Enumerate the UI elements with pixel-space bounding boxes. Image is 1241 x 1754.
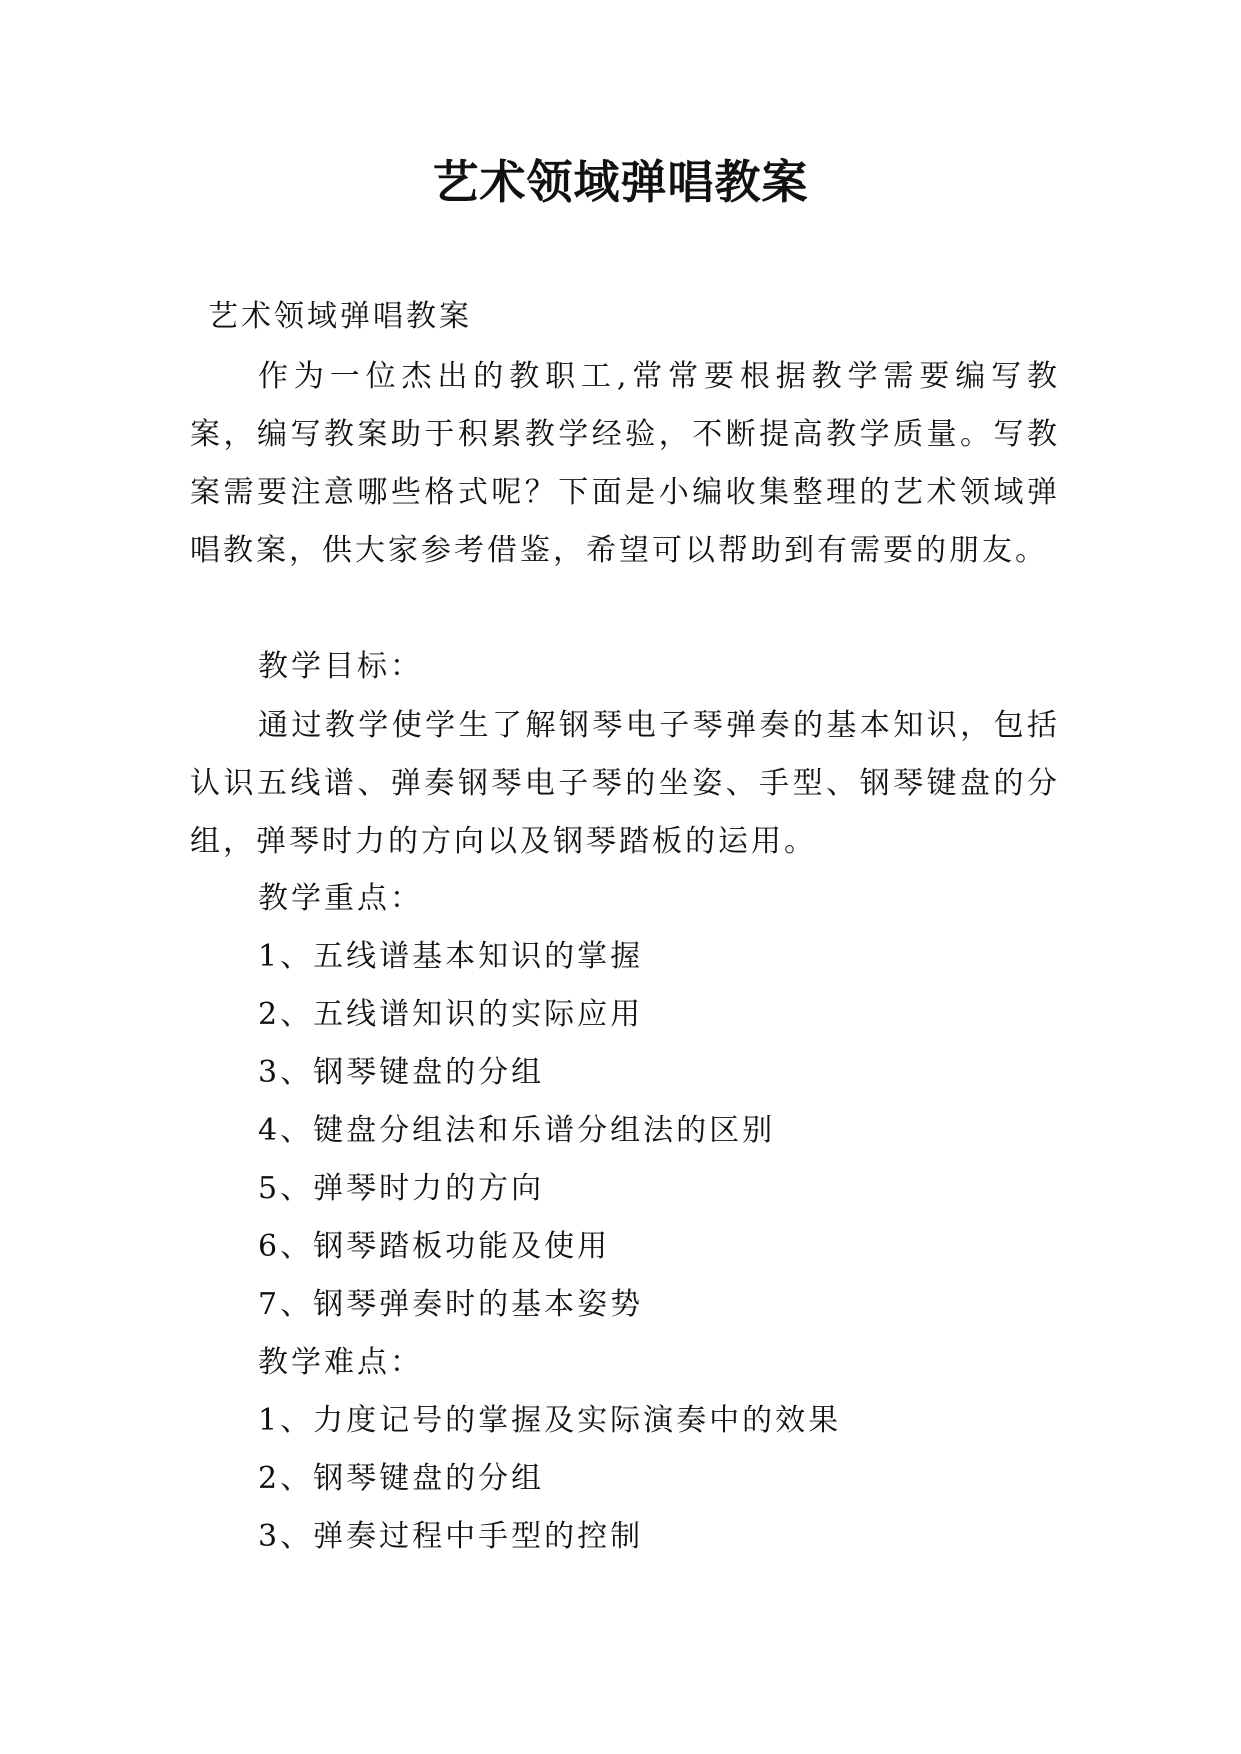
document-heading-line: 艺术领域弹唱教案: [208, 299, 472, 334]
document-title: 艺术领域弹唱教案: [432, 155, 809, 209]
list-item: 1、五线谱基本知识的掌握: [258, 939, 644, 974]
key-points-label: 教学重点：: [258, 881, 423, 916]
difficulties-label: 教学难点：: [258, 1345, 423, 1380]
list-item: 1、力度记号的掌握及实际演奏中的效果: [258, 1403, 842, 1438]
list-item: 7、钢琴弹奏时的基本姿势: [258, 1287, 644, 1322]
key-points-list: [258, 928, 775, 1334]
list-item: 4、键盘分组法和乐谱分组法的区别: [258, 1113, 776, 1148]
list-item: 6、钢琴踏板功能及使用: [258, 1229, 611, 1264]
list-item: 2、钢琴键盘的分组: [258, 1461, 545, 1496]
difficulties-list: [258, 1392, 841, 1566]
list-item: 3、弹奏过程中手型的控制: [258, 1519, 644, 1554]
list-item: 5、弹琴时力的方向: [258, 1171, 545, 1206]
list-item: 2、五线谱知识的实际应用: [258, 997, 644, 1032]
objective-paragraph: 通过教学使学生了解钢琴电子琴弹奏的基本知识，包括认识五线谱、弹奏钢琴电子琴的坐姿、手型、钢琴键盘的分组，弹琴时力的方向以及钢琴踏板的运用。: [190, 708, 1060, 859]
difficulties-section: [258, 1334, 841, 1566]
intro-paragraph: 作为一位杰出的教职工,常常要根据教学需要编写教案，编写教案助于积累教学经验，不断提高教学质量。写教案需要注意哪些格式呢？下面是小编收集整理的艺术领域弹唱教案，供大家参考借鉴，希望可以帮助到有需要的朋友。: [190, 359, 1060, 568]
key-points-section: [258, 870, 775, 1334]
list-item: 3、钢琴键盘的分组: [258, 1055, 545, 1090]
objective-label: 教学目标：: [258, 649, 423, 684]
